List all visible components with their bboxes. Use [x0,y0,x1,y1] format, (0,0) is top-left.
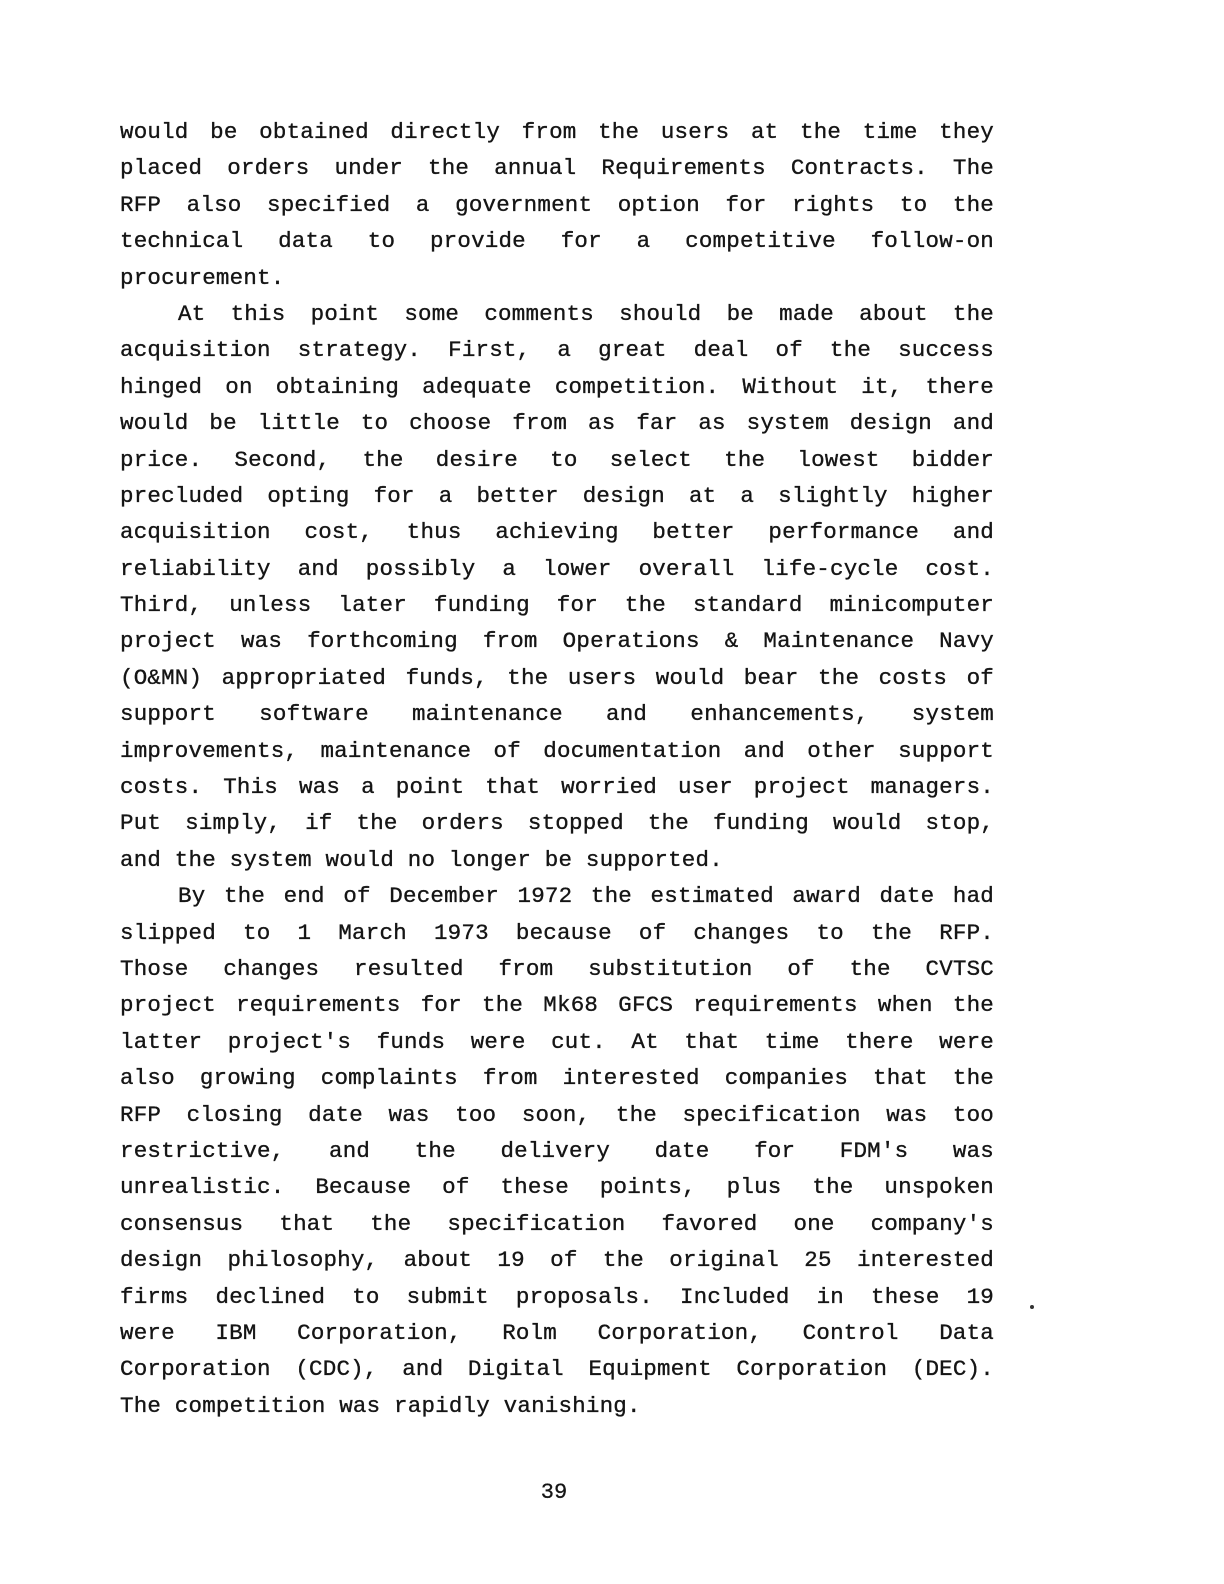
body-text [120,114,994,1424]
text-line: placed orders under the annual Requirements Contracts. The [120,155,994,182]
text-line: precluded opting for a better design at a slightly higher [120,482,994,509]
text-line: RFP closing date was too soon, the specification was too [120,1101,994,1128]
text-line: Corporation (CDC), and Digital Equipment Corporation (DEC). [120,1356,994,1383]
text-line: unrealistic. Because of these points, plus the unspoken [120,1174,994,1201]
text-line: also growing complaints from interested companies that the [120,1065,994,1092]
text-line: were IBM Corporation, Rolm Corporation, Control Data [120,1319,994,1346]
text-line: Those changes resulted from substitution of the CVTSC [120,955,994,982]
text-line: hinged on obtaining adequate competition. Without it, there [120,373,994,400]
paragraph-1 [120,114,994,296]
page-number: 39 [540,1480,568,1505]
text-line: RFP also specified a government option for rights to the [120,191,994,218]
text-line: technical data to provide for a competitive follow-on [120,228,994,255]
text-line: project was forthcoming from Operations & Maintenance Navy [120,628,994,655]
text-line: price. Second, the desire to select the lowest bidder [120,446,994,473]
text-line: latter project's funds were cut. At that time there were [120,1028,994,1055]
text-line: would be little to choose from as far as system design and [120,410,994,437]
text-line: costs. This was a point that worried user project managers. [120,774,994,801]
text-line: acquisition cost, thus achieving better performance and [120,519,994,546]
text-line: The competition was rapidly vanishing. [120,1392,641,1419]
scan-speck [1030,1305,1034,1309]
paragraph-3 [120,878,994,1424]
text-line: and the system would no longer be supported. [120,846,723,873]
text-line: acquisition strategy. First, a great deal of the success [120,337,994,364]
text-line: Put simply, if the orders stopped the funding would stop, [120,810,994,837]
paragraph-2 [120,296,994,878]
text-line: restrictive, and the delivery date for FDM's was [120,1137,994,1164]
text-line: consensus that the specification favored one company's [120,1210,994,1237]
text-line: (O&MN) appropriated funds, the users would bear the costs of [120,664,994,691]
text-line: At this point some comments should be made about the [178,300,994,327]
text-line: procurement. [120,264,285,291]
text-line: design philosophy, about 19 of the original 25 interested [120,1247,994,1274]
text-line: firms declined to submit proposals. Included in these 19 [120,1283,994,1310]
text-line: project requirements for the Mk68 GFCS requirements when the [120,992,994,1019]
text-line: improvements, maintenance of documentation and other support [120,737,994,764]
text-line: support software maintenance and enhancements, system [120,701,994,728]
text-line: Third, unless later funding for the standard minicomputer [120,592,994,619]
text-line: would be obtained directly from the users at the time they [120,119,994,145]
text-line: By the end of December 1972 the estimated award date had [178,883,994,910]
text-line: reliability and possibly a lower overall life-cycle cost. [120,555,994,582]
text-line: slipped to 1 March 1973 because of changes to the RFP. [120,919,994,946]
